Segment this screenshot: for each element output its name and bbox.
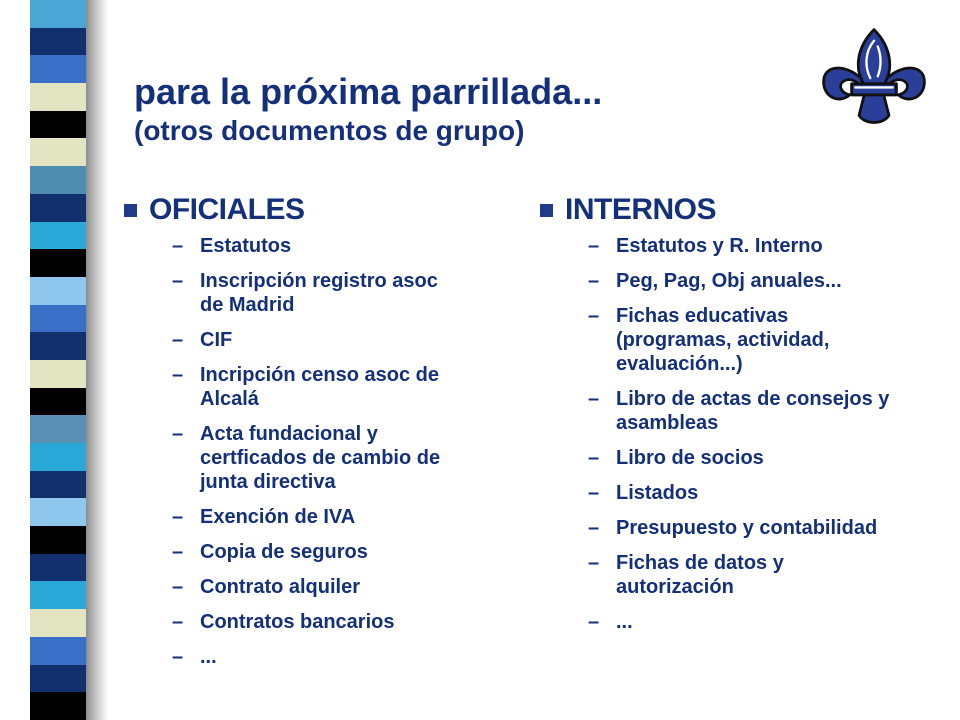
- item-text: Presupuesto y contabilidad: [616, 517, 878, 539]
- item-text: Copia de seguros: [200, 541, 368, 563]
- stripe-segment: [30, 554, 86, 582]
- list-item: [124, 575, 464, 599]
- stripe-segment: [30, 166, 86, 194]
- dash-bullet: –: [172, 576, 184, 598]
- list-item: [540, 481, 900, 505]
- list-item: [540, 304, 900, 376]
- stripe-segment: [30, 498, 86, 526]
- list-item: [540, 234, 900, 258]
- internos-column: [540, 192, 900, 645]
- stripe-segment: [30, 692, 86, 720]
- dash-bullet: –: [172, 506, 184, 528]
- item-text: Libro de actas de consejos y asambleas: [616, 388, 890, 434]
- dash-bullet: –: [172, 270, 184, 292]
- oficiales-heading: [124, 192, 464, 228]
- list-item: [540, 387, 900, 435]
- stripe-segment: [30, 471, 86, 499]
- dash-bullet: –: [172, 235, 184, 257]
- oficiales-column: [124, 192, 464, 680]
- stripe-segment: [30, 138, 86, 166]
- item-text: Exención de IVA: [200, 506, 356, 528]
- stripe-segment: [30, 55, 86, 83]
- title-main: para la próxima parrillada...: [134, 71, 603, 112]
- internos-heading: [540, 192, 900, 228]
- stripe-segment: [30, 83, 86, 111]
- list-item: [540, 610, 900, 634]
- stripe-segment: [30, 249, 86, 277]
- title-subtitle: (otros documentos de grupo): [134, 115, 525, 146]
- dash-bullet: –: [588, 235, 600, 257]
- item-text: Contratos bancarios: [200, 611, 395, 633]
- dash-bullet: –: [588, 517, 600, 539]
- dash-bullet: –: [588, 552, 600, 574]
- list-item: [124, 645, 464, 669]
- item-text: Inscripción registro asoc de Madrid: [200, 270, 438, 316]
- stripe-segment: [30, 609, 86, 637]
- stripe-segment: [30, 277, 86, 305]
- slide-title: [134, 70, 774, 148]
- dash-bullet: –: [172, 364, 184, 386]
- dash-bullet: –: [172, 646, 184, 668]
- dash-bullet: –: [172, 329, 184, 351]
- stripe-shadow: [86, 0, 108, 720]
- stripe-segment: [30, 637, 86, 665]
- list-item: [124, 422, 464, 494]
- list-item: [124, 610, 464, 634]
- oficiales-heading-text: OFICIALES: [149, 193, 305, 226]
- stripe-segment: [30, 665, 86, 693]
- stripe-segment: [30, 194, 86, 222]
- list-item: [540, 551, 900, 599]
- stripe-segment: [30, 388, 86, 416]
- dash-bullet: –: [588, 270, 600, 292]
- item-text: Acta fundacional y certficados de cambio de junta directiva: [200, 423, 441, 493]
- item-text: Estatutos: [200, 235, 292, 257]
- list-item: [540, 516, 900, 540]
- item-text: Listados: [616, 482, 699, 504]
- dash-bullet: –: [588, 482, 600, 504]
- item-text: Fichas educativas (programas, actividad, evaluación...): [616, 305, 830, 375]
- item-text: Estatutos y R. Interno: [616, 235, 823, 257]
- item-text: Peg, Pag, Obj anuales...: [616, 270, 842, 292]
- list-item: [124, 234, 464, 258]
- item-text: Incripción censo asoc de Alcalá: [200, 364, 439, 410]
- square-bullet-icon: [540, 204, 553, 217]
- dash-bullet: –: [172, 541, 184, 563]
- stripe-segment: [30, 111, 86, 139]
- oficiales-list: [124, 234, 464, 669]
- stripe-segment: [30, 305, 86, 333]
- item-text: Libro de socios: [616, 447, 764, 469]
- list-item: [124, 505, 464, 529]
- item-text: ...: [616, 611, 633, 633]
- decorative-stripe-bar: [30, 0, 86, 720]
- list-item: [540, 446, 900, 470]
- stripe-segment: [30, 28, 86, 56]
- stripe-segment: [30, 332, 86, 360]
- stripe-segment: [30, 526, 86, 554]
- stripe-segment: [30, 360, 86, 388]
- dash-bullet: –: [588, 305, 600, 327]
- stripe-segment: [30, 443, 86, 471]
- stripe-segment: [30, 415, 86, 443]
- fleur-de-lis-icon: [818, 22, 930, 138]
- square-bullet-icon: [124, 204, 137, 217]
- internos-list: [540, 234, 900, 634]
- dash-bullet: –: [172, 423, 184, 445]
- item-text: ...: [200, 646, 217, 668]
- list-item: [124, 540, 464, 564]
- stripe-segment: [30, 0, 86, 28]
- list-item: [540, 269, 900, 293]
- stripe-segment: [30, 581, 86, 609]
- dash-bullet: –: [588, 388, 600, 410]
- dash-bullet: –: [588, 611, 600, 633]
- item-text: CIF: [200, 329, 233, 351]
- dash-bullet: –: [588, 447, 600, 469]
- list-item: [124, 363, 464, 411]
- item-text: Fichas de datos y autorización: [616, 552, 784, 598]
- internos-heading-text: INTERNOS: [565, 193, 717, 226]
- list-item: [124, 328, 464, 352]
- list-item: [124, 269, 464, 317]
- item-text: Contrato alquiler: [200, 576, 361, 598]
- dash-bullet: –: [172, 611, 184, 633]
- stripe-segment: [30, 222, 86, 250]
